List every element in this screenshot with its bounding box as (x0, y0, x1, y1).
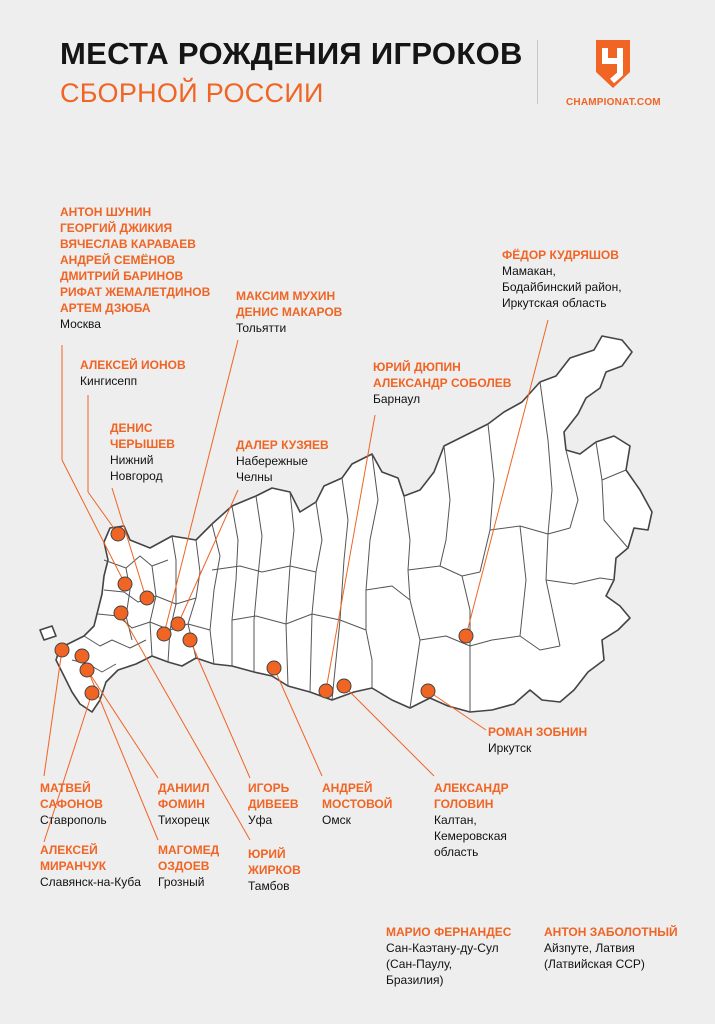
birthplace: Грозный (158, 875, 205, 889)
page-title: МЕСТА РОЖДЕНИЯ ИГРОКОВ (60, 36, 523, 71)
leader-kingisepp-2 (88, 492, 118, 534)
birthplace: Тамбов (248, 879, 290, 893)
marker-tikhoretsk (80, 663, 94, 677)
page-subtitle: СБОРНОЙ РОССИИ (60, 78, 324, 108)
player-names: ИГОРЬ ДИВЕЕВ (248, 781, 299, 811)
player-names: ЮРИЙ ДЮПИН АЛЕКСАНДР СОБОЛЕВ (373, 360, 512, 390)
birthplace: Ставрополь (40, 813, 107, 827)
marker-stavropol (55, 643, 69, 657)
player-names: ЮРИЙ ЖИРКОВ (248, 847, 301, 877)
marker-moscow (118, 577, 132, 591)
label-brazil (386, 924, 511, 988)
label-nnovgorod (110, 420, 175, 484)
birthplace: Москва (60, 317, 101, 331)
player-names: ДЕНИС ЧЕРЫШЕВ (110, 421, 175, 451)
marker-chelny (171, 617, 185, 631)
marker-irkutsk (421, 684, 435, 698)
player-names: АЛЕКСАНДР ГОЛОВИН (434, 781, 509, 811)
label-tambov (248, 846, 301, 894)
logo-text: CHAMPIONAT.COM (566, 97, 661, 108)
leader-tikhoretsk (86, 668, 158, 778)
player-names: РОМАН ЗОБНИН (488, 725, 588, 739)
label-mamakan (502, 247, 622, 311)
marker-tolyatti (157, 627, 171, 641)
label-latvia (544, 924, 678, 972)
player-names: АНТОН ЗАБОЛОТНЫЙ (544, 925, 678, 939)
label-grozny (158, 842, 219, 890)
player-names: МАТВЕЙ САФОНОВ (40, 781, 103, 811)
birthplace: Мамакан, Бодайбинский район, Иркутская область (502, 264, 622, 310)
player-names: АНТОН ШУНИН ГЕОРГИЙ ДЖИКИЯ ВЯЧЕСЛАВ КАРАВАЕВ АНДРЕЙ СЕМЁНОВ ДМИТРИЙ БАРИНОВ РИФАТ ЖЕМАЛЕТДИНОВ АРТЕМ ДЗЮБА (60, 205, 211, 315)
birthplace: Славянск-на-Кубa (40, 875, 141, 889)
label-stavropol (40, 780, 107, 828)
birthplace: Сан-Каэтану-ду-Сул (Сан-Паулу, Бразилия) (386, 941, 499, 987)
marker-ufa (183, 633, 197, 647)
birthplace: Кингисепп (80, 374, 138, 388)
birthplace: Нижний Новгород (110, 453, 163, 483)
leader-stavropol (44, 650, 62, 776)
label-kingisepp (80, 357, 186, 389)
player-names: ФЁДОР КУДРЯШОВ (502, 248, 619, 262)
player-names: МАРИО ФЕРНАНДЕС (386, 925, 512, 939)
label-tolyatti (236, 288, 342, 336)
marker-barnaul (319, 684, 333, 698)
marker-slavyansk (85, 686, 99, 700)
marker-kingisepp (111, 527, 125, 541)
birthplace: Омск (322, 813, 351, 827)
birthplace: Набережные Челны (236, 454, 308, 484)
birthplace: Тихорецк (158, 813, 210, 827)
player-names: АНДРЕЙ МОСТОВОЙ (322, 781, 393, 811)
player-names: АЛЕКСЕЙ МИРАНЧУК (40, 843, 107, 873)
label-barnaul (373, 359, 511, 407)
marker-mamakan (459, 629, 473, 643)
marker-kaltan (337, 679, 351, 693)
marker-grozny (75, 649, 89, 663)
player-names: ДАНИИЛ ФОМИН (158, 781, 210, 811)
birthplace: Айзпуте, Латвия (Латвийская ССР) (544, 941, 645, 971)
birthplace: Уфа (248, 813, 273, 827)
birthplace: Тольятти (236, 321, 287, 335)
label-omsk (322, 780, 392, 828)
label-slavyansk (40, 842, 141, 890)
player-names: ДАЛЕР КУЗЯЕВ (236, 438, 329, 452)
label-irkutsk (488, 724, 587, 756)
player-names: МАГОМЕД ОЗДОЕВ (158, 843, 220, 873)
kaliningrad-region (40, 626, 56, 640)
label-tikhoretsk (158, 780, 210, 828)
player-names: АЛЕКСЕЙ ИОНОВ (80, 358, 186, 372)
marker-nnovgorod (140, 591, 154, 605)
label-chelny (236, 437, 329, 485)
marker-tambov (114, 606, 128, 620)
player-names: МАКСИМ МУХИН ДЕНИС МАКАРОВ (236, 289, 343, 319)
label-kaltan (434, 780, 509, 860)
birthplace: Барнаул (373, 392, 421, 406)
label-ufa (248, 780, 299, 828)
birthplace: Калтан, Кемеровская область (434, 813, 507, 859)
marker-omsk (267, 661, 281, 675)
birthplace: Иркутск (488, 741, 532, 755)
label-moscow (60, 204, 210, 332)
